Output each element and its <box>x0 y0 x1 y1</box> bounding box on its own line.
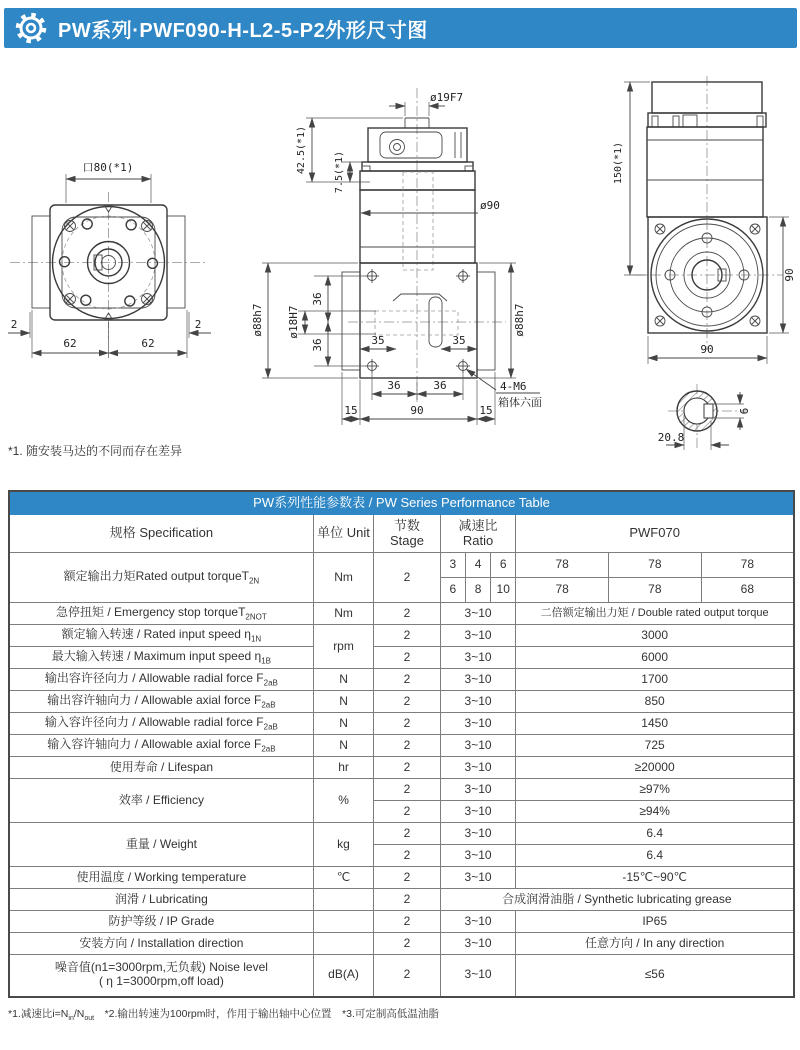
ratio-cell: 3~10 <box>440 669 516 691</box>
ratio-cell: 3~10 <box>440 691 516 713</box>
unit-cell <box>313 933 373 955</box>
dim-label-36-lower: 36 <box>311 338 324 352</box>
dim-label-housing-note: 箱体六面 <box>498 397 542 409</box>
table-row <box>9 713 794 735</box>
ratio-cell: 6 <box>491 553 516 578</box>
spec-ip-grade: 防护等级 / IP Grade <box>9 911 313 933</box>
value-cell: 78 <box>516 578 609 603</box>
stage-cell: 2 <box>374 867 441 889</box>
value-cell: 78 <box>701 553 794 578</box>
col-header-ratio: 减速比 Ratio <box>440 515 516 553</box>
dim-label-2-left: 2 <box>10 318 18 331</box>
unit-cell: ℃ <box>313 867 373 889</box>
dim-label-36-bottom-left: 36 <box>387 379 401 392</box>
ratio-cell: 3~10 <box>440 845 516 867</box>
ratio-cell: 3~10 <box>440 823 516 845</box>
stage-cell: 2 <box>374 955 441 997</box>
value-cell: 850 <box>516 691 794 713</box>
value-cell: IP65 <box>516 911 794 933</box>
stage-cell: 2 <box>374 713 441 735</box>
stage-cell: 2 <box>374 845 441 867</box>
stage-cell: 2 <box>374 911 441 933</box>
dim-label-4m6: 4-M6 <box>500 380 527 393</box>
table-row <box>9 647 794 669</box>
stage-cell: 2 <box>374 691 441 713</box>
value-cell: 725 <box>516 735 794 757</box>
ratio-cell: 3~10 <box>440 757 516 779</box>
stage-cell: 2 <box>374 625 441 647</box>
ratio-cell: 3~10 <box>440 933 516 955</box>
table-row <box>9 867 794 889</box>
technical-drawing <box>0 0 800 470</box>
stage-cell: 2 <box>374 603 441 625</box>
col-header-spec: 规格 Specification <box>9 515 313 553</box>
col-header-unit: 单位 Unit <box>313 515 373 553</box>
spec-emergency-stop: 急停扭矩 / Emergency stop torqueT$_{2NOT}$ <box>9 603 313 625</box>
dim-label-150: 150(*1) <box>613 141 624 185</box>
value-cell: -15℃~90℃ <box>516 867 794 889</box>
value-cell: 6000 <box>516 647 794 669</box>
ratio-cell: 3~10 <box>440 955 516 997</box>
value-cell: 二倍额定输出力矩 / Double rated output torque <box>516 603 794 625</box>
dim-label-sq80: 口80(*1) <box>82 161 134 174</box>
unit-cell: dB(A) <box>313 955 373 997</box>
dim-label-62-right: 62 <box>141 337 155 350</box>
ratio-cell: 3~10 <box>440 603 516 625</box>
table-row <box>9 625 794 647</box>
value-cell: ≥94% <box>516 801 794 823</box>
unit-cell: % <box>313 779 373 823</box>
table-row <box>9 889 794 911</box>
spec-efficiency: 效率 / Efficiency <box>9 779 313 823</box>
table-row <box>9 669 794 691</box>
col-header-stage: 节数 Stage <box>374 515 441 553</box>
value-cell: 6.4 <box>516 823 794 845</box>
front-view <box>8 161 211 358</box>
dim-label-90-bottom: 90 <box>410 404 424 417</box>
table-row <box>9 911 794 933</box>
stage-cell: 2 <box>374 823 441 845</box>
value-cell: 3000 <box>516 625 794 647</box>
dim-label-2-right: 2 <box>194 318 202 331</box>
dim-label-36-upper: 36 <box>311 292 324 306</box>
ratio-cell: 3~10 <box>440 911 516 933</box>
value-cell: 78 <box>609 553 702 578</box>
unit-cell: Nm <box>313 553 373 603</box>
spec-noise-level: 噪音值(n1=3000rpm,无负载) Noise level ( η 1=3000rpm,off load) <box>9 955 313 997</box>
spec-input-radial-force: 输入容许径向力 / Allowable radial force $F_{2aB}$ <box>9 713 313 735</box>
ratio-cell: 3~10 <box>440 625 516 647</box>
unit-cell <box>313 889 373 911</box>
table-row <box>9 933 794 955</box>
unit-cell: hr <box>313 757 373 779</box>
table-row <box>9 603 794 625</box>
dim-label-15-right: 15 <box>479 404 493 417</box>
spec-working-temperature: 使用温度 / Working temperature <box>9 867 313 889</box>
dim-label-88h7-right: ø88h7 <box>513 303 526 337</box>
table-row <box>9 823 794 845</box>
table-row <box>9 779 794 801</box>
unit-cell: N <box>313 735 373 757</box>
spec-output-axial-force: 输出容许轴向力 / Allowable axial force $F_{2aB}$ <box>9 691 313 713</box>
spec-rated-output-torque: 额定输出力矩Rated output torqueT$_{2N}$ <box>9 553 313 603</box>
table-row <box>9 757 794 779</box>
stage-cell: 2 <box>374 889 441 911</box>
performance-table <box>8 490 795 998</box>
stage-cell: 2 <box>374 801 441 823</box>
value-cell: ≤56 <box>516 955 794 997</box>
dim-label-19f7: ø19F7 <box>430 91 464 104</box>
dim-label-90-right-bottom: 90 <box>700 343 714 356</box>
stage-cell: 2 <box>374 647 441 669</box>
value-cell: 68 <box>701 578 794 603</box>
ratio-cell: 10 <box>491 578 516 603</box>
ratio-cell: 3~10 <box>440 647 516 669</box>
dim-label-35-right: 35 <box>452 334 466 347</box>
ratio-cell: 3~10 <box>440 867 516 889</box>
value-cell: ≥97% <box>516 779 794 801</box>
page-title: PW系列·PWF090-H-L2-5-P2外形尺寸图 <box>58 19 428 42</box>
ratio-cell: 6 <box>440 578 465 603</box>
ratio-cell: 3~10 <box>440 779 516 801</box>
dim-label-88h7-left: ø88h7 <box>251 303 264 337</box>
unit-cell: N <box>313 691 373 713</box>
spec-input-axial-force: 输入容许轴向力 / Allowable axial force $F_{2aB}$ <box>9 735 313 757</box>
value-cell: 任意方向 / In any direction <box>516 933 794 955</box>
value-cell: 1700 <box>516 669 794 691</box>
stage-cell: 2 <box>374 553 441 603</box>
stage-cell: 2 <box>374 779 441 801</box>
dim-label-42-5: 42.5(*1) <box>296 125 307 175</box>
ratio-cell: 3~10 <box>440 713 516 735</box>
dim-label-90-body: ø90 <box>480 199 500 212</box>
dim-label-6: 6 <box>738 407 751 415</box>
table-row <box>9 553 794 578</box>
ratio-cell: 3 <box>440 553 465 578</box>
unit-cell: kg <box>313 823 373 867</box>
value-cell: 78 <box>516 553 609 578</box>
unit-cell <box>313 911 373 933</box>
table-row <box>9 691 794 713</box>
value-cell: 6.4 <box>516 845 794 867</box>
spec-rated-input-speed: 额定输入转速 / Rated input speed $\eta_{1N}$ <box>9 625 313 647</box>
ratio-cell: 3~10 <box>440 735 516 757</box>
dim-label-15-left: 15 <box>344 404 358 417</box>
rear-view <box>613 76 796 450</box>
ratio-cell: 4 <box>465 553 490 578</box>
ratio-cell: 3~10 <box>440 801 516 823</box>
value-cell: ≥20000 <box>516 757 794 779</box>
dim-label-18h7: ø18H7 <box>287 305 300 339</box>
unit-cell: N <box>313 713 373 735</box>
drawing-note: *1. 随安装马达的不同而存在差异 <box>8 444 183 458</box>
dim-label-36-bottom-right: 36 <box>433 379 447 392</box>
dim-label-35-left: 35 <box>371 334 385 347</box>
col-header-model: PWF070 <box>516 515 794 553</box>
spec-lubricating: 润滑 / Lubricating <box>9 889 313 911</box>
value-cell: 合成润滑油脂 / Synthetic lubricating grease <box>440 889 794 911</box>
value-cell: 78 <box>609 578 702 603</box>
unit-cell: Nm <box>313 603 373 625</box>
side-view <box>251 88 542 425</box>
table-title: PW系列性能参数表 / PW Series Performance Table <box>9 491 794 515</box>
spec-installation-direction: 安装方向 / Installation direction <box>9 933 313 955</box>
dim-label-7-5: 7.5(*1) <box>334 150 345 194</box>
stage-cell: 2 <box>374 757 441 779</box>
dim-label-20-8: 20.8 <box>657 431 685 444</box>
ratio-cell: 8 <box>465 578 490 603</box>
dim-label-90-right-vert: 90 <box>783 268 796 282</box>
stage-cell: 2 <box>374 669 441 691</box>
table-row <box>9 735 794 757</box>
spec-lifespan: 使用寿命 / Lifespan <box>9 757 313 779</box>
stage-cell: 2 <box>374 735 441 757</box>
spec-max-input-speed: 最大输入转速 / Maximum input speed $\eta_{1B}$ <box>9 647 313 669</box>
table-row <box>9 955 794 997</box>
dim-label-62-left: 62 <box>63 337 77 350</box>
value-cell: 1450 <box>516 713 794 735</box>
footnote: *1.减速比$i=N_{in}/N_{out}$ *2.输出转速为100rpm时，作用于输出轴中心位置 *3.可定制高低温油脂 <box>8 1008 439 1023</box>
spec-output-radial-force: 输出容许径向力 / Allowable radial force $F_{2aB}$ <box>9 669 313 691</box>
spec-weight: 重量 / Weight <box>9 823 313 867</box>
unit-cell: N <box>313 669 373 691</box>
stage-cell: 2 <box>374 933 441 955</box>
unit-cell: rpm <box>313 625 373 669</box>
